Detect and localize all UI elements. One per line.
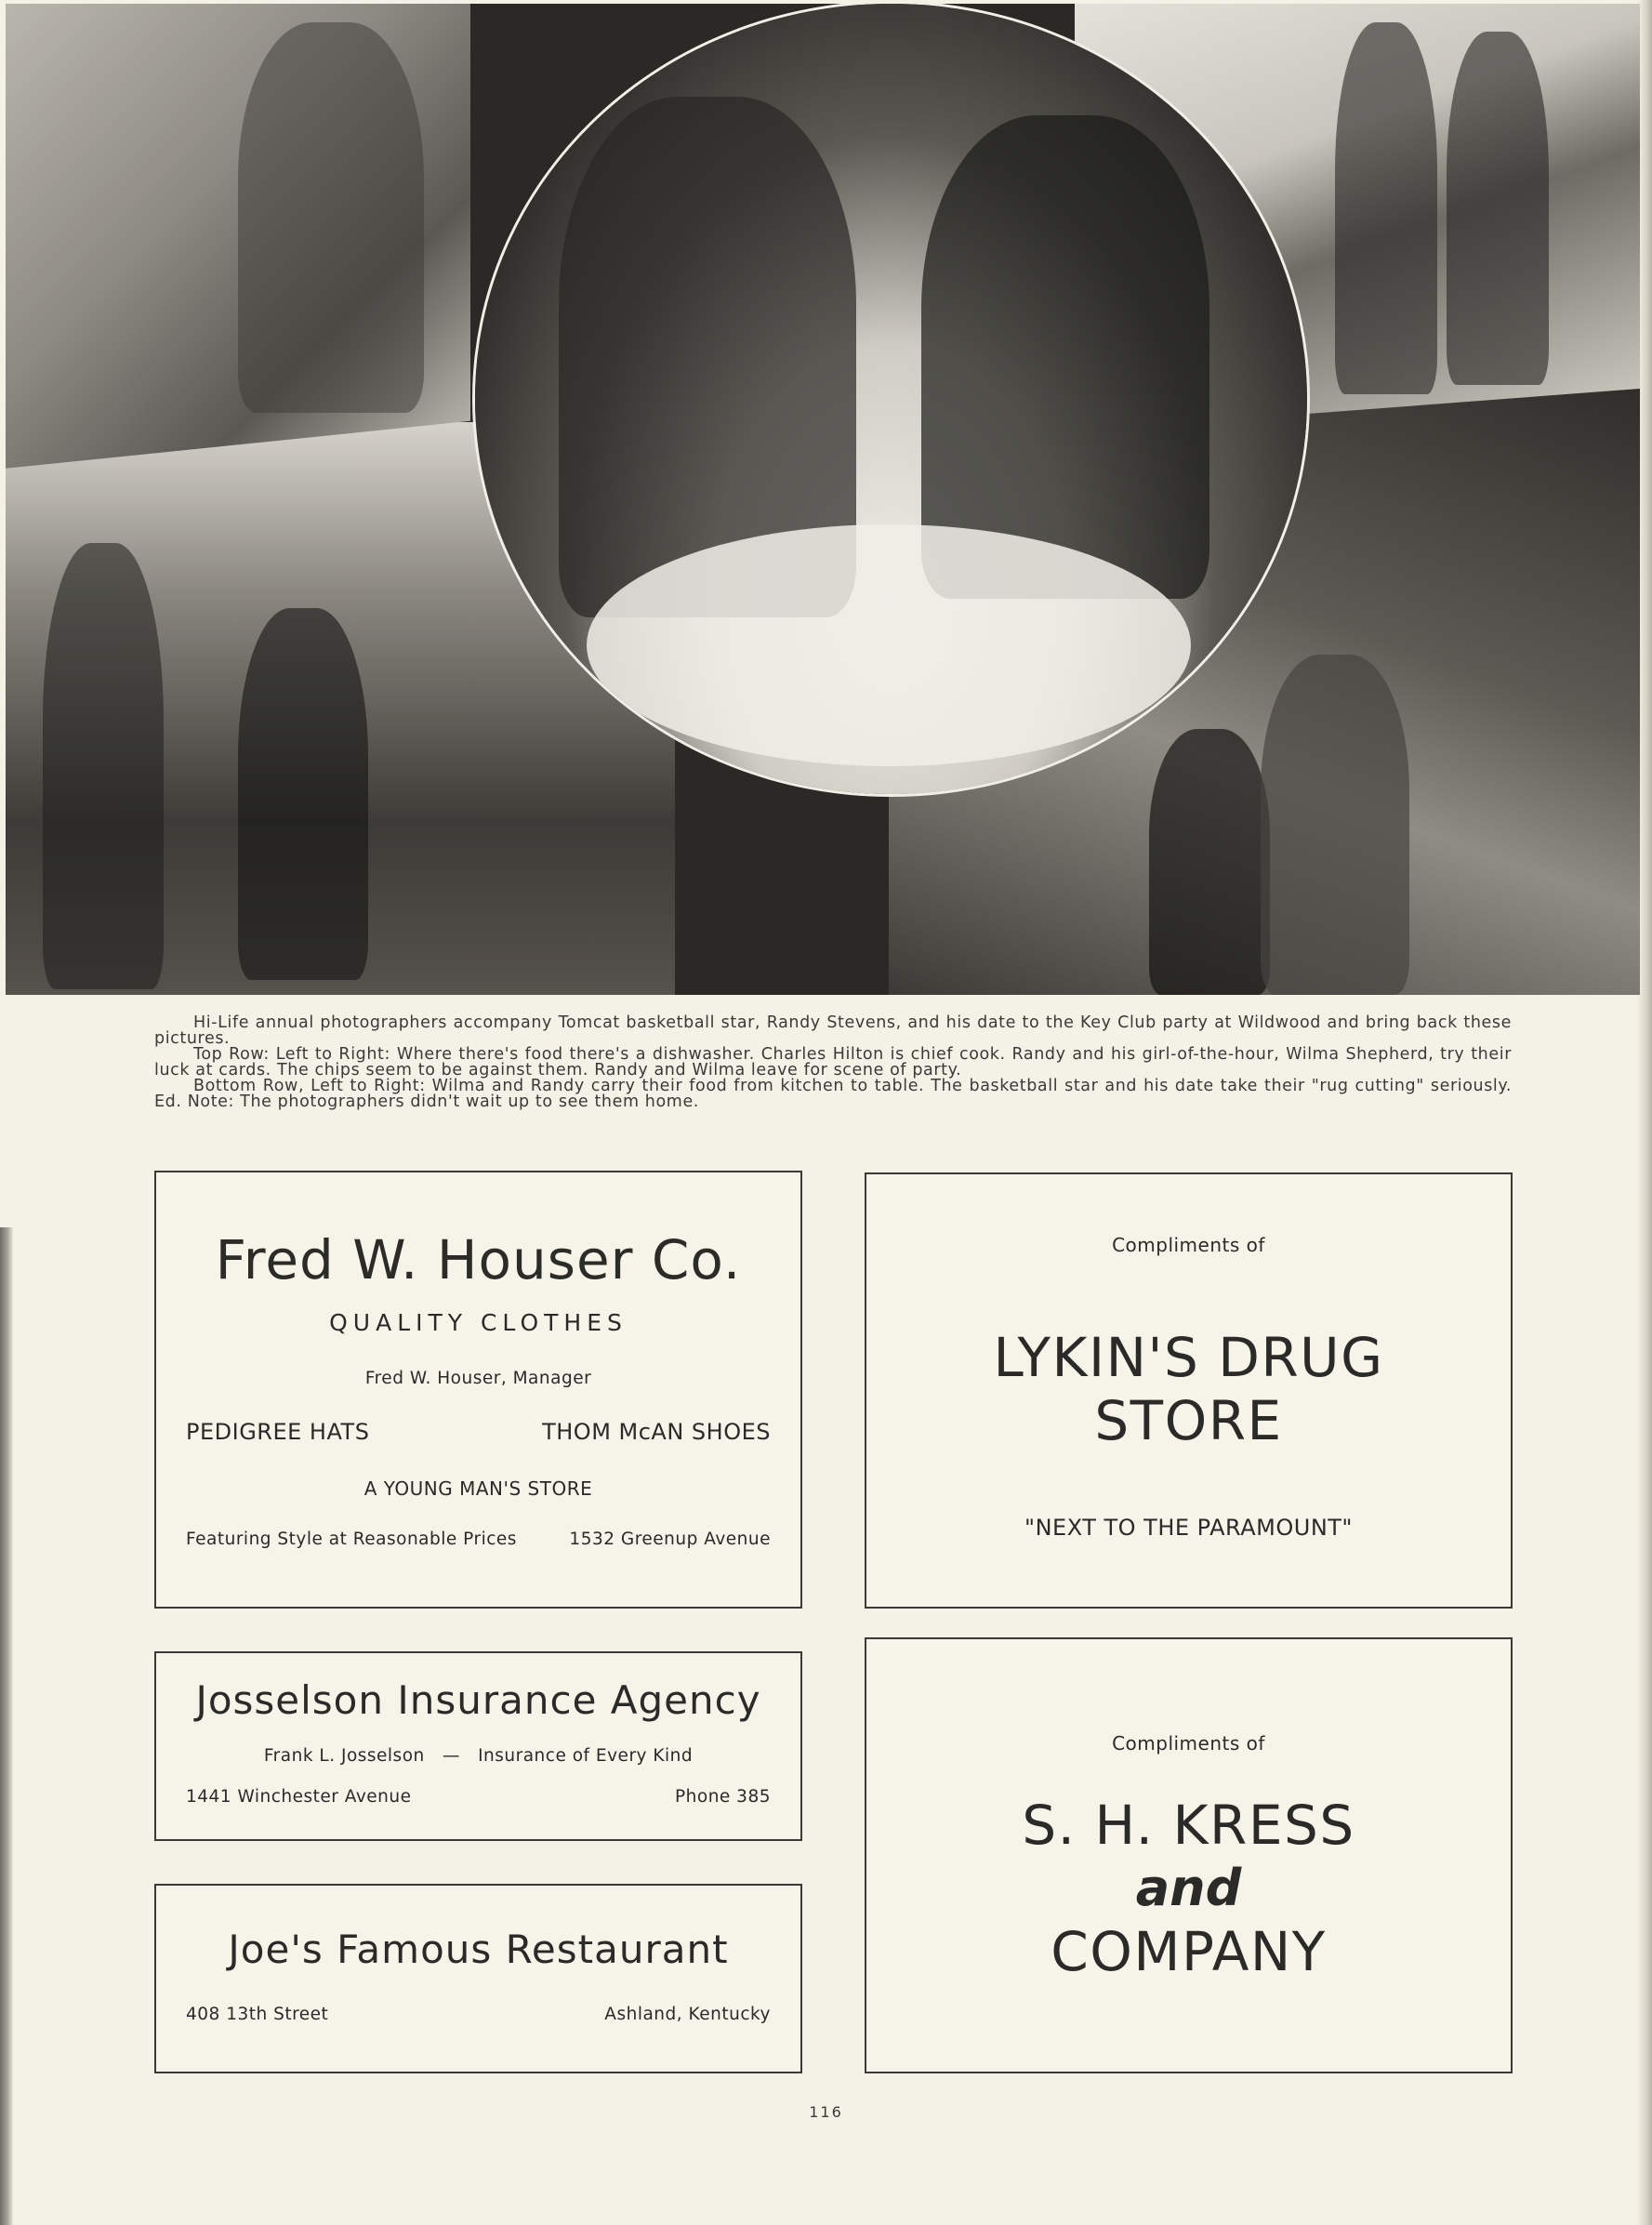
ad-joes-famous-restaurant (154, 1884, 802, 2073)
ad-subtitle: QUALITY CLOTHES (329, 1309, 628, 1336)
ad-name-line-3: COMPANY (1051, 1920, 1327, 1983)
ad-compliments: Compliments of (1112, 1732, 1265, 1755)
ad-title: Josselson Insurance Agency (195, 1677, 761, 1723)
ad-josselson-insurance (154, 1651, 802, 1841)
ad-lykins-drug-store (865, 1172, 1513, 1609)
ad-address: 1441 Winchester Avenue (186, 1787, 412, 1807)
ad-contact-line (156, 1746, 800, 1766)
ad-name-line-2: STORE (1094, 1389, 1283, 1452)
ad-item-hats: PEDIGREE HATS (186, 1419, 370, 1445)
ad-title: Fred W. Houser Co. (215, 1228, 742, 1291)
ad-manager: Fred W. Houser, Manager (364, 1369, 592, 1388)
page-number: 116 (809, 2103, 843, 2121)
ad-compliments: Compliments of (1112, 1234, 1265, 1256)
ad-address: 408 13th Street (186, 2005, 329, 2024)
ad-fred-houser (154, 1171, 802, 1609)
ad-sh-kress (865, 1637, 1513, 2073)
ad-title: Joe's Famous Restaurant (228, 1927, 729, 1972)
page-edge-left (0, 1227, 13, 2225)
ad-item-shoes: THOM McAN SHOES (542, 1419, 771, 1445)
ad-phone: Phone 385 (675, 1787, 771, 1807)
photo-top-left-dishwasher (6, 4, 470, 478)
ad-service: Insurance of Every Kind (478, 1746, 694, 1766)
caption-paragraph-bottom-row: Bottom Row, Left to Right: Wilma and Randy carry their food from kitchen to table. The basketball star and his date take their "rug cutting" seriously. Ed. Note: The photographers didn't wait up to see them home. (154, 1077, 1512, 1111)
caption-paragraph-top-row: Top Row: Left to Right: Where there's food there's a dishwasher. Charles Hilton is chief cook. Randy and his girl-of-the-hour, Wilma Shepherd, try their luck at cards. The chips seem to be against them. Randy and Wilma leave for scene of party. (154, 1045, 1512, 1079)
ad-name-and: and (1135, 1859, 1242, 1917)
ad-footer-slogan: Featuring Style at Reasonable Prices (186, 1530, 517, 1549)
photo-caption (154, 1015, 1512, 1110)
caption-paragraph-intro: Hi-Life annual photographers accompany Tomcat basketball star, Randy Stevens, and his date to the Key Club party at Wildwood and bring back these pictures. (154, 1013, 1512, 1048)
ad-dash: — (442, 1746, 460, 1766)
ad-footer-address: 1532 Greenup Avenue (569, 1530, 771, 1549)
ad-tagline: "NEXT TO THE PARAMOUNT" (1024, 1515, 1353, 1541)
ad-name-line-1: S. H. KRESS (1022, 1794, 1355, 1857)
ad-city: Ashland, Kentucky (604, 2005, 771, 2024)
ad-tagline: A YOUNG MAN'S STORE (363, 1477, 593, 1500)
ad-name-line-1: LYKIN'S DRUG (993, 1326, 1384, 1389)
photo-center-playing-cards (475, 4, 1307, 794)
ad-contact-name: Frank L. Josselson (263, 1746, 425, 1766)
photo-collage (6, 4, 1640, 995)
